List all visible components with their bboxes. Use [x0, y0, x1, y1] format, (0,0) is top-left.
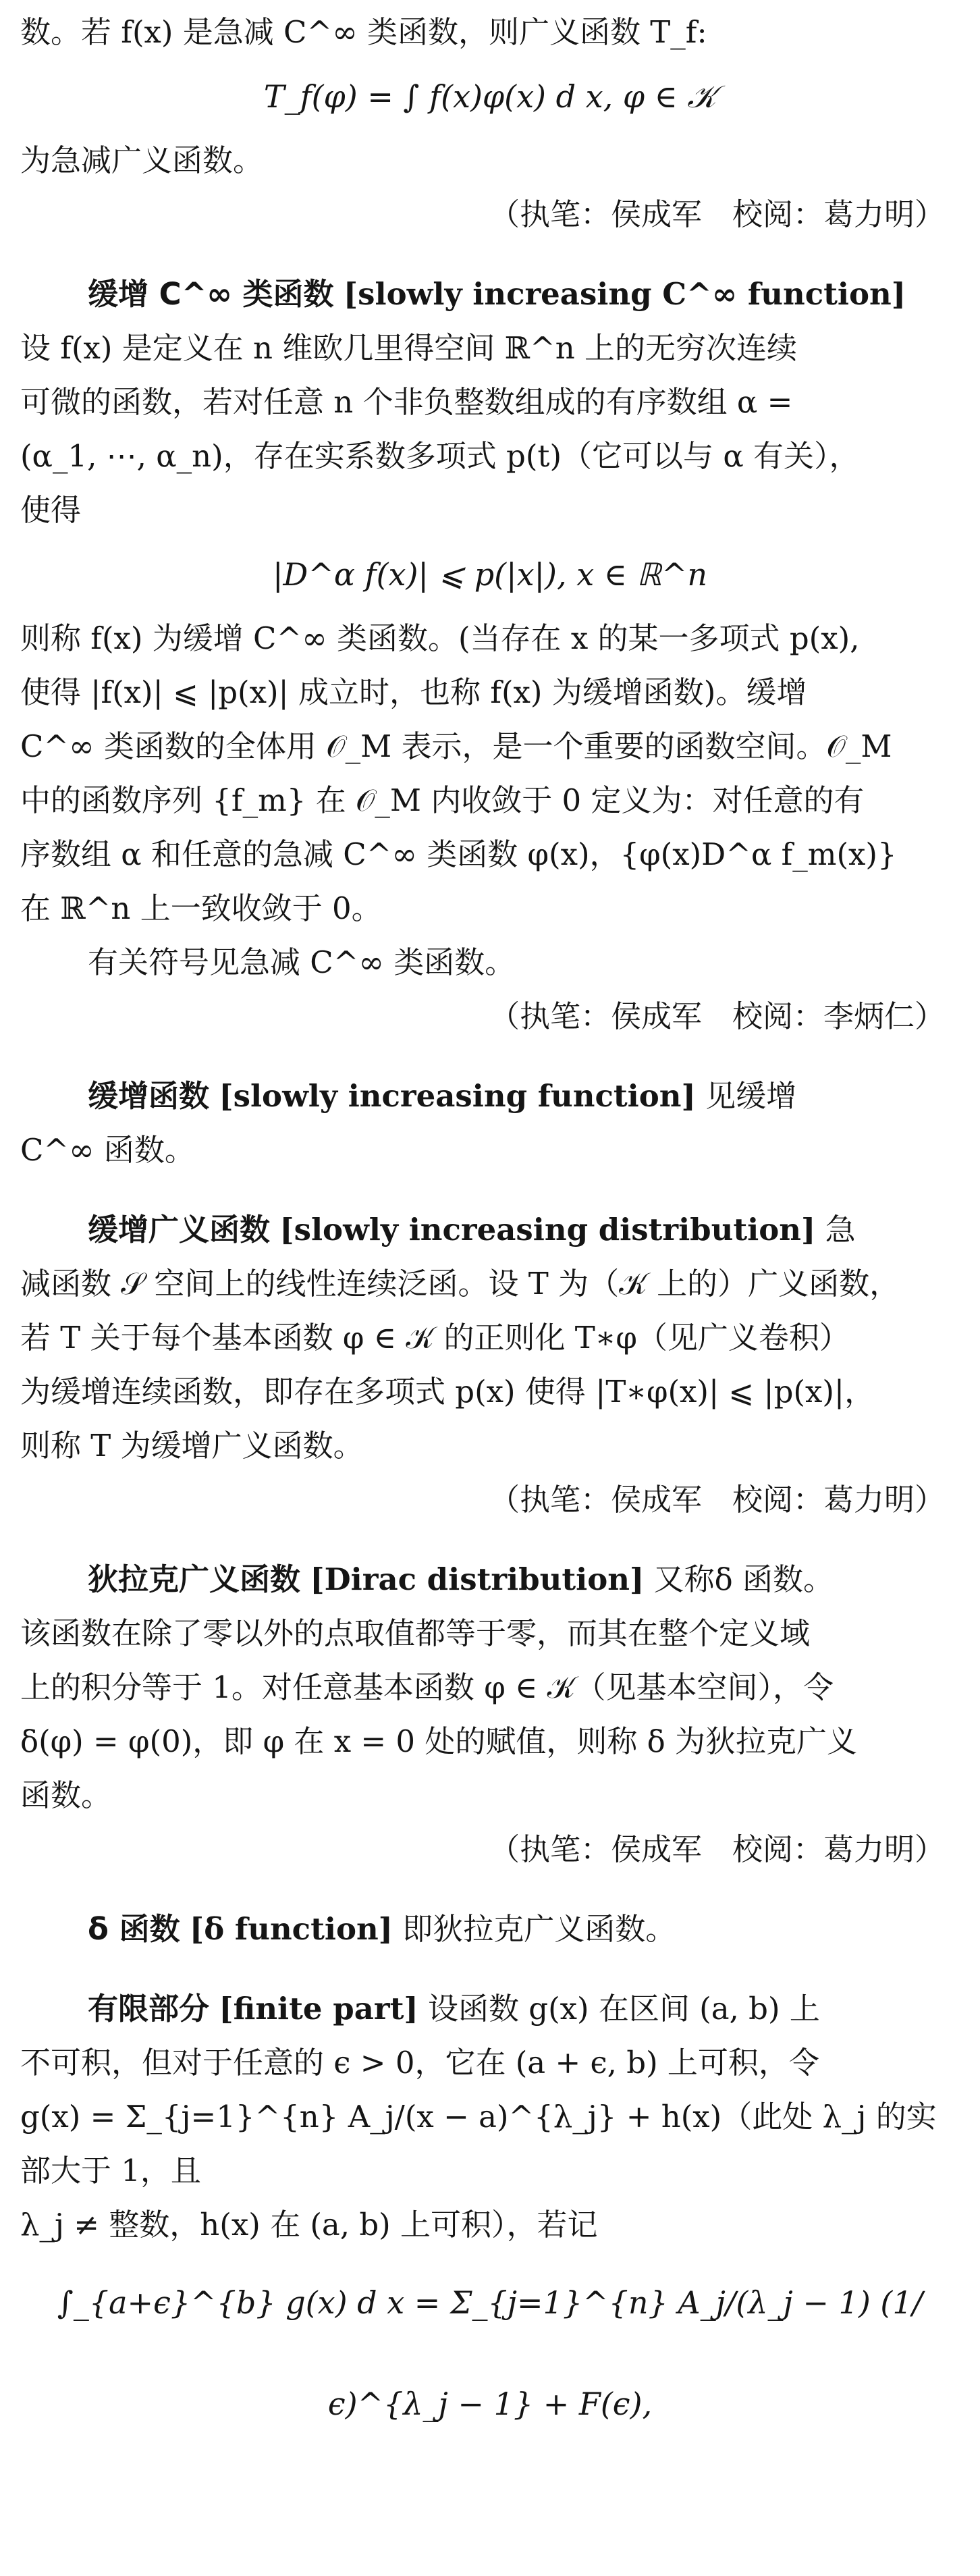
paragraph-line: 函数。: [20, 1777, 112, 1813]
paragraph-line: 序数组 α 和任意的急减 C^∞ 类函数 φ(x)，{φ(x)D^α f_m(x)}: [20, 836, 897, 872]
paragraph-line: 不可积，但对于任意的 ϵ > 0，它在 (a + ϵ, b) 上可积，令: [20, 2045, 819, 2081]
display-formula: |D^α f(x)| ⩽ p(|x|), x ∈ ℝ^n: [272, 556, 708, 593]
paragraph-line: 则称 f(x) 为缓增 C^∞ 类函数。(当存在 x 的某一多项式 p(x),: [20, 620, 860, 656]
paragraph-text: 急: [825, 1212, 856, 1247]
paragraph-line: C^∞ 函数。: [20, 1132, 195, 1168]
entry-title-en: [slowly increasing C^∞ function]: [343, 276, 906, 312]
author-credit: （执笔：侯成军 校阅：葛力明）: [489, 1482, 945, 1518]
entry-title-cn: 缓增 C^∞ 类函数: [88, 276, 334, 312]
entry-title-en: [δ function]: [189, 1911, 393, 1947]
entry-title-en: [Dirac distribution]: [310, 1561, 645, 1597]
paragraph-line: 使得: [20, 492, 82, 528]
entry-slowly-increasing-c-inf-function: [20, 267, 960, 321]
paragraph-text: 又称δ 函数。: [653, 1561, 834, 1597]
paragraph-line: 数。若 f(x) 是急减 C^∞ 类函数，则广义函数 T_f:: [20, 14, 707, 50]
paragraph-line: g(x) = Σ_{j=1}^{n} A_j/(x − a)^{λ_j} + h(x)（此处 λ_j 的实部大于 1，且: [20, 2099, 937, 2189]
paragraph-line: 有关符号见急减 C^∞ 类函数。: [88, 944, 516, 980]
entry-slowly-increasing-function: [20, 1069, 960, 1123]
entry-title-cn: δ 函数: [88, 1911, 180, 1947]
paragraph-line: δ(φ) = φ(0)，即 φ 在 x = 0 处的赋值，则称 δ 为狄拉克广义: [20, 1723, 858, 1759]
paragraph-line: 若 T 关于每个基本函数 φ ∈ 𝒦 的正则化 T∗φ（见广义卷积）: [20, 1320, 850, 1356]
display-formula: ∫_{a+ϵ}^{b} g(x) d x = Σ_{j=1}^{n} A_j/(λ_j − 1) (1/ϵ)^{λ_j − 1} + F(ϵ),: [57, 2284, 923, 2422]
paragraph-line: (α_1, ⋯, α_n)，存在实系数多项式 p(t)（它可以与 α 有关），: [20, 438, 860, 474]
paragraph-line: 为缓增连续函数，即存在多项式 p(x) 使得 |T∗φ(x)| ⩽ |p(x)|，: [20, 1374, 875, 1410]
author-credit: （执笔：侯成军 校阅：葛力明）: [489, 1831, 945, 1867]
paragraph-line: 则称 T 为缓增广义函数。: [20, 1428, 364, 1464]
paragraph-line: 设 f(x) 是定义在 n 维欧几里得空间 ℝ^n 上的无穷次连续: [20, 330, 798, 366]
paragraph-line: 在 ℝ^n 上一致收敛于 0。: [20, 890, 382, 926]
document-page: [20, 5, 960, 2454]
paragraph-text: 设函数 g(x) 在区间 (a, b) 上: [427, 1991, 820, 2027]
entry-title-en: [slowly increasing function]: [219, 1078, 696, 1114]
author-credit: （执笔：侯成军 校阅：葛力明）: [489, 196, 945, 232]
paragraph-line: 中的函数序列 {f_m} 在 𝒪_M 内收敛于 0 定义为：对任意的有: [20, 782, 865, 818]
paragraph-line: λ_j ≠ 整数，h(x) 在 (a, b) 上可积），若记: [20, 2207, 598, 2243]
paragraph-line: C^∞ 类函数的全体用 𝒪_M 表示，是一个重要的函数空间。𝒪_M: [20, 728, 892, 764]
entry-dirac-distribution: [20, 1553, 960, 1607]
entry-slowly-increasing-distribution: [20, 1203, 960, 1257]
author-credit: （执笔：侯成军 校阅：李炳仁）: [489, 998, 945, 1034]
entry-title-cn: 缓增广义函数: [88, 1212, 271, 1247]
paragraph-line: 减函数 𝒮 空间上的线性连续泛函。设 T 为（𝒦 上的）广义函数，: [20, 1266, 900, 1302]
entry-title-cn: 有限部分: [88, 1991, 210, 2027]
entry-title-en: [slowly increasing distribution]: [279, 1212, 816, 1247]
entry-title-cn: 狄拉克广义函数: [88, 1561, 301, 1597]
cross-reference: 即狄拉克广义函数。: [402, 1911, 676, 1947]
paragraph-line: 可微的函数，若对任意 n 个非负整数组成的有序数组 α =: [20, 384, 793, 420]
entry-delta-function: [20, 1902, 960, 1956]
paragraph-line: 上的积分等于 1。对任意基本函数 φ ∈ 𝒦（见基本空间），令: [20, 1669, 834, 1705]
entry-finite-part: [20, 1982, 960, 2036]
paragraph-line: 该函数在除了零以外的点取值都等于零，而其在整个定义域: [20, 1615, 811, 1651]
paragraph-line: 为急减广义函数。: [20, 142, 264, 178]
display-formula: T_f(φ) = ∫ f(x)φ(x) d x, φ ∈ 𝒦: [263, 78, 717, 115]
cross-reference: 见缓增: [705, 1078, 797, 1114]
paragraph-line: 使得 |f(x)| ⩽ |p(x)| 成立时，也称 f(x) 为缓增函数)。缓增: [20, 674, 807, 710]
entry-title-cn: 缓增函数: [88, 1078, 210, 1114]
entry-title-en: [finite part]: [219, 1991, 418, 2027]
